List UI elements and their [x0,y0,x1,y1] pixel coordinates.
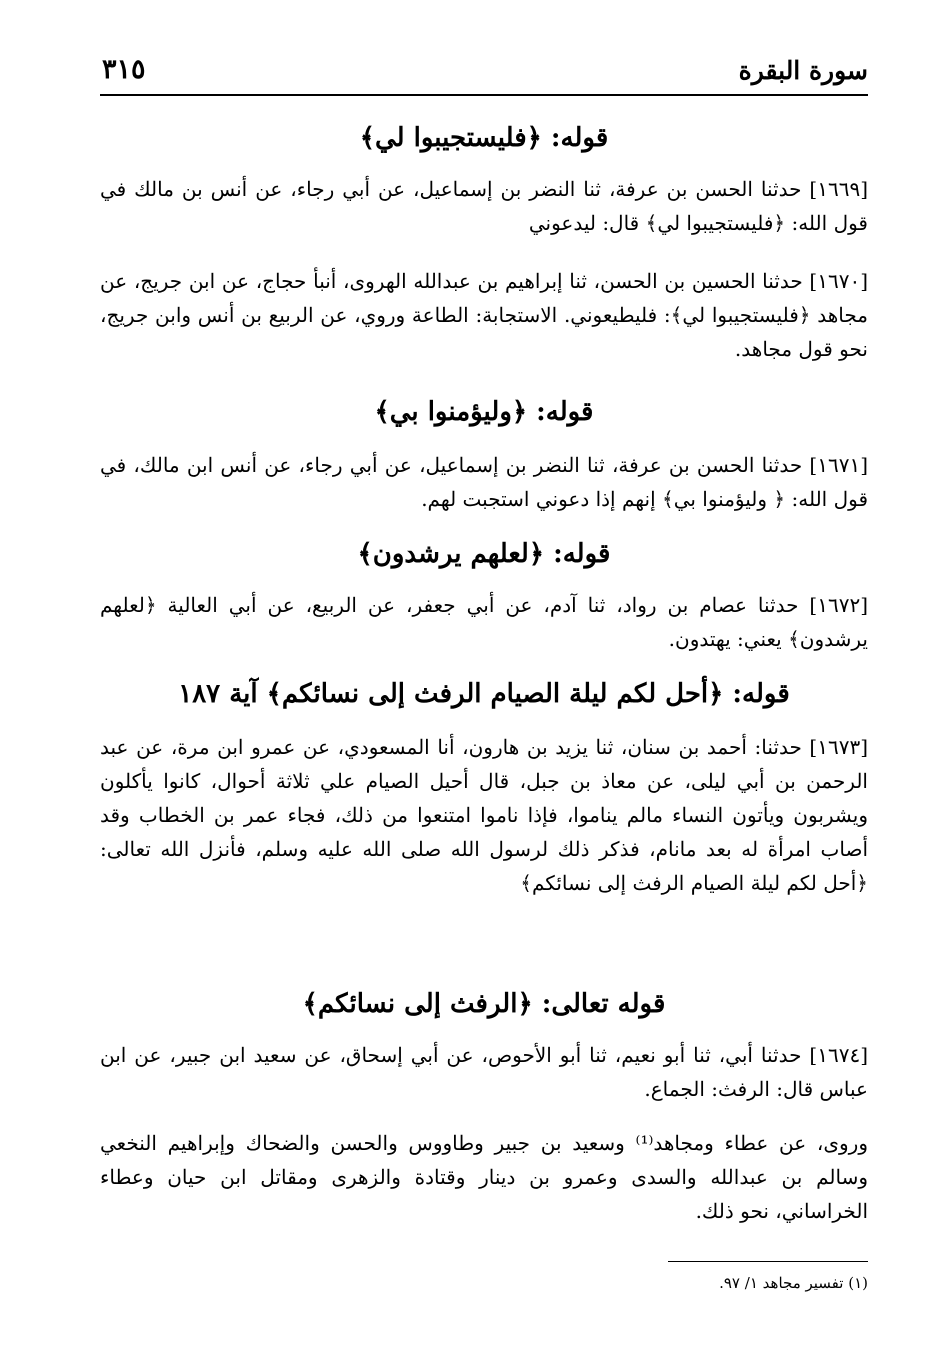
section-heading: قوله: ﴿فليستجيبوا لي﴾ [359,123,609,153]
hadith-paragraph: [١٦٧٤] حدثنا أبي، ثنا أبو نعيم، ثنا أبو الأحوص، عن أبي إسحاق، عن سعيد ابن جبير، عن ابن عباس قال: الرفث: الجماع. [100,1043,868,1101]
hadith-paragraph: وروى، عن عطاء ومجاهد⁽¹⁾ وسعيد بن جبير وطاووس والحسن والضحاك وإبراهيم النخعي وسالم بن عبدالله والسدى وعمرو بن دينار وقتادة والزهرى ومقاتل ابن حيان وعطاء الخراساني، نحو ذلك. [100,1131,869,1223]
book-page [100,50,868,1310]
section-heading: قوله: ﴿أحل لكم ليلة الصيام الرفث إلى نسائكم﴾ آية ١٨٧ [178,679,790,709]
page-header [100,50,868,94]
section-heading: قوله: ﴿وليؤمنوا بي﴾ [374,397,594,427]
header-divider [100,94,868,96]
hadith-paragraph: [١٦٧١] حدثنا الحسن بن عرفة، ثنا النضر بن إسماعيل، عن أبي رجاء، عن أنس ابن مالك، في قول الله: ﴿ وليؤمنوا بي﴾ إنهم إذا دعوني استجبت لهم. [100,453,868,511]
page-number: ٣١٥ [102,54,146,85]
hadith-paragraph: [١٦٧٢] حدثنا عصام بن رواد، ثنا آدم، عن أبي جعفر، عن الربيع، عن أبي العالية ﴿لعلهم يرشدون﴾ يعني: يهتدون. [100,593,868,651]
section-heading: قوله: ﴿لعلهم يرشدون﴾ [357,539,611,569]
footnote-divider [668,1261,868,1262]
footnote: (١) تفسير مجاهد ١/ ٩٧. [719,1274,868,1292]
hadith-paragraph: [١٦٦٩] حدثنا الحسن بن عرفة، ثنا النضر بن إسماعيل، عن أبي رجاء، عن أنس بن مالك في قول الله: ﴿فليستجيبوا لي﴾ قال: ليدعوني [100,177,868,235]
hadith-paragraph: [١٦٧٠] حدثنا الحسين بن الحسن، ثنا إبراهيم بن عبدالله الهروى، أنبأ حجاج، عن ابن جريج، عن مجاهد ﴿فليستجيبوا لي﴾: فليطيعوني. الاستجابة: الطاعة وروي، عن الربيع بن أنس وابن جريج، نحو قول مجاهد. [100,269,868,361]
surah-title: سورة البقرة [738,56,868,85]
section-heading: قوله تعالى: ﴿الرفث إلى نسائكم﴾ [302,989,666,1019]
hadith-paragraph: [١٦٧٣] حدثنا: أحمد بن سنان، ثنا يزيد بن هارون، أنا المسعودي، عن عمرو ابن مرة، عن عبد الرحمن بن أبي ليلى، عن معاذ بن جبل، قال أحيل الصيام علي ثلاثة أحوال، كانوا يأكلون ويشربون ويأتون النساء مالم يناموا، فإذا ناموا امتنعوا من ذلك، فجاء عمر بن الخطاب وقد أصاب امرأة له بعد مانام، فذكر ذلك لرسول الله صلى الله عليه وسلم، فأنزل الله تعالى: ﴿أحل لكم ليلة الصيام الرفث إلى نسائكم﴾ [100,735,868,895]
